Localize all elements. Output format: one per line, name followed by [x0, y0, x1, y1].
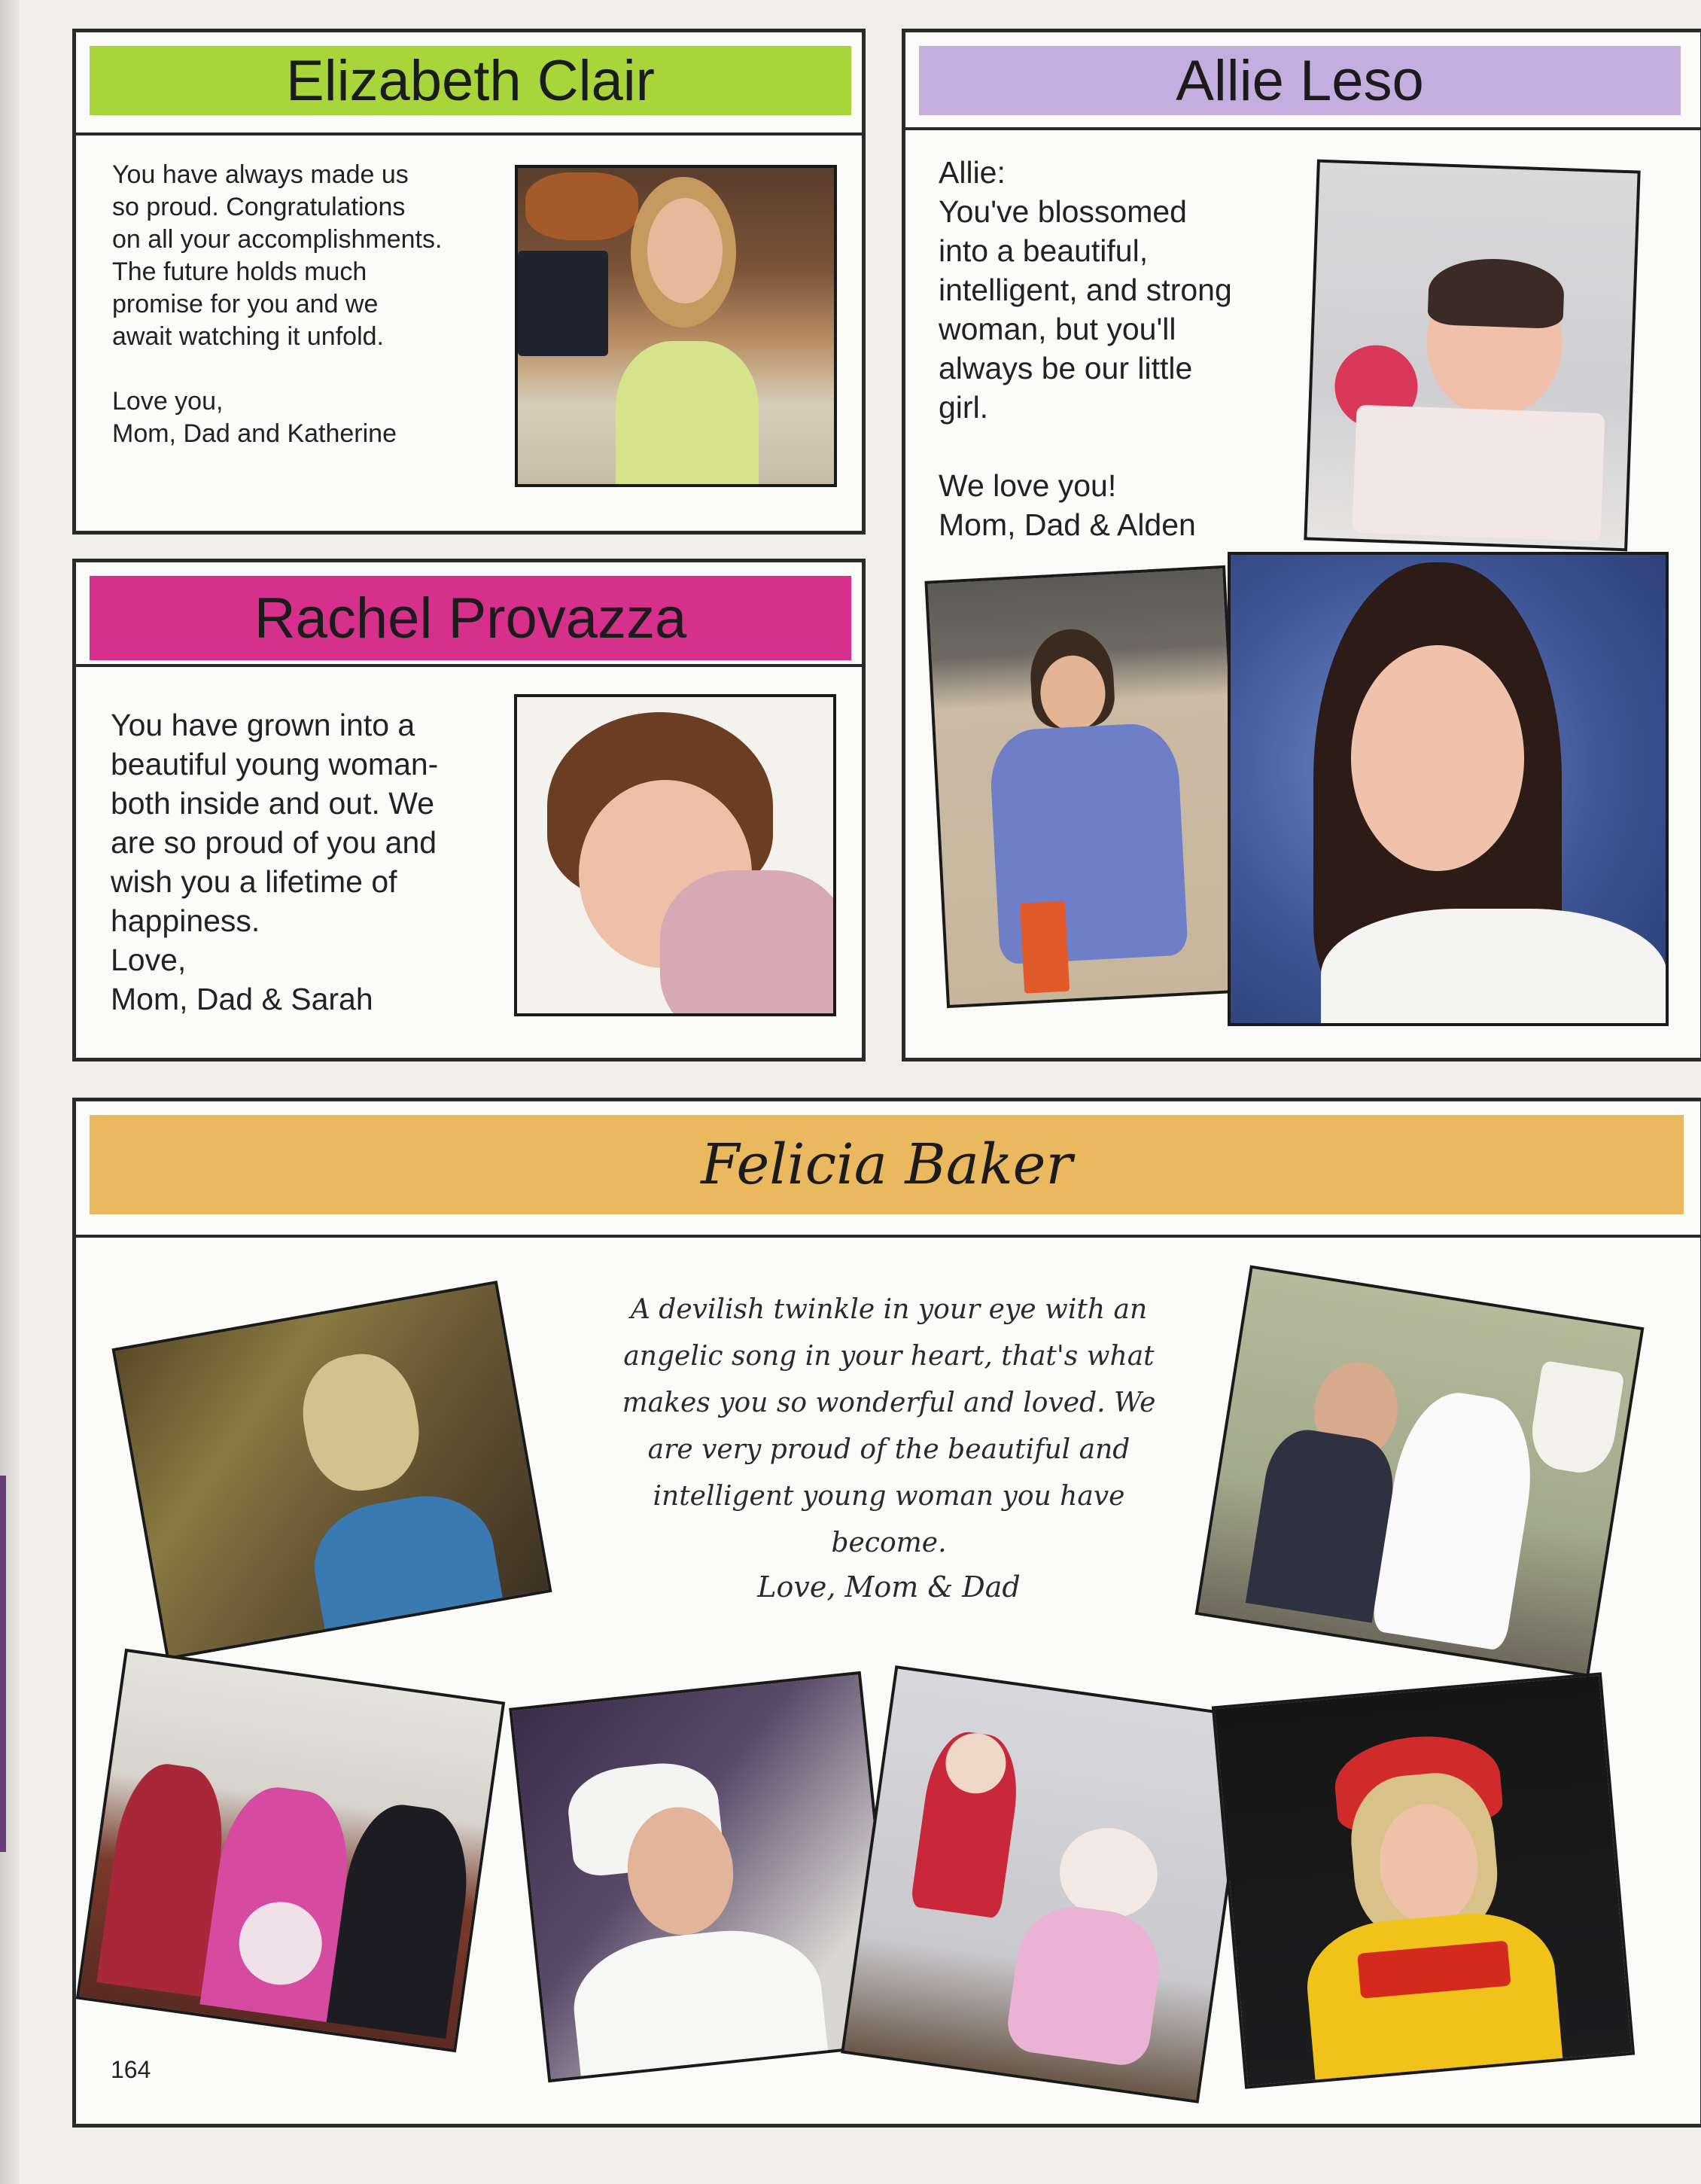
- header-divider: [905, 127, 1700, 130]
- photo-baby-crib: [1304, 160, 1640, 552]
- photo-shape: [1004, 1899, 1167, 2068]
- photo-shape: [1351, 645, 1524, 871]
- photo-communion: [1195, 1265, 1645, 1677]
- header-divider: [76, 664, 862, 667]
- photo-shape: [1321, 909, 1667, 1026]
- tribute-name: Allie Leso: [1176, 48, 1424, 113]
- photo-red-hat-girl: [1212, 1672, 1635, 2088]
- photo-girl-kitchen: [515, 165, 837, 487]
- header-divider: [76, 1235, 1700, 1238]
- photo-smiling-child: [514, 694, 836, 1016]
- photo-shape: [327, 1799, 477, 2039]
- tribute-name: Elizabeth Clair: [286, 48, 655, 113]
- photo-shape: [1526, 1360, 1625, 1477]
- photo-shape: [1371, 1385, 1543, 1652]
- photo-shape: [568, 1921, 832, 2082]
- photo-shape: [1427, 257, 1565, 329]
- photo-shape: [616, 341, 759, 487]
- header-divider: [76, 133, 862, 136]
- tribute-rachel-provazza: [72, 559, 866, 1062]
- tribute-elizabeth-clair: [72, 29, 866, 535]
- tribute-name-banner: [90, 46, 851, 115]
- photo-shape: [525, 172, 638, 240]
- tribute-message: You have grown into a beautiful young woman- both inside and out. We are so proud of you and wish you a lifetime of happiness. Love, Mom, Dad & Sarah: [111, 708, 439, 1016]
- photo-shape: [1302, 1907, 1566, 2089]
- photo-shape: [1020, 901, 1070, 994]
- tribute-name: Rachel Provazza: [254, 586, 687, 650]
- photo-santa-toddler: [841, 1665, 1253, 2103]
- photo-shape: [305, 1485, 509, 1659]
- photo-shape: [660, 870, 836, 1016]
- tribute-allie-leso: [902, 29, 1701, 1062]
- page-number: 164: [111, 2056, 151, 2083]
- photo-shape: [647, 198, 723, 303]
- photo-portrait-senior: [1228, 552, 1669, 1026]
- photo-shape: [294, 1346, 428, 1499]
- page-gutter: [0, 0, 20, 2184]
- page-edge-strip: [0, 1476, 6, 1852]
- photo-shape: [1353, 405, 1605, 541]
- tribute-name-banner: [90, 1115, 1684, 1214]
- tribute-message: A devilish twinkle in your eye with an angelic song in your heart, that's what makes you so wonderful and loved. We are very proud of the beautiful and intelligent young woman you have become.: [622, 1294, 1156, 1558]
- photo-shape: [518, 251, 608, 356]
- photo-family-baby: [76, 1649, 505, 2052]
- tribute-name-banner: [919, 46, 1681, 115]
- photo-carnival-masks: [111, 1281, 552, 1660]
- tribute-name-banner: [90, 576, 851, 660]
- photo-girl-beach: [924, 565, 1247, 1008]
- tribute-message: You have always made us so proud. Congratulations on all your accomplishments. The future holds much promise for you and we await watching it unfold. Love you, Mom, Dad and Katherine: [112, 160, 443, 448]
- tribute-name: Felicia Baker: [701, 1132, 1073, 1197]
- tribute-felicia-baker: [72, 1098, 1701, 2128]
- tribute-signoff: Love, Mom & Dad: [757, 1570, 1021, 1604]
- photo-graduation: [509, 1671, 900, 2082]
- photo-shape: [988, 722, 1188, 965]
- tribute-message: Allie: You've blossomed into a beautiful, intelligent, and strong woman, but you'll always be our little girl. We love you! Mom, Dad & Alden: [939, 155, 1232, 542]
